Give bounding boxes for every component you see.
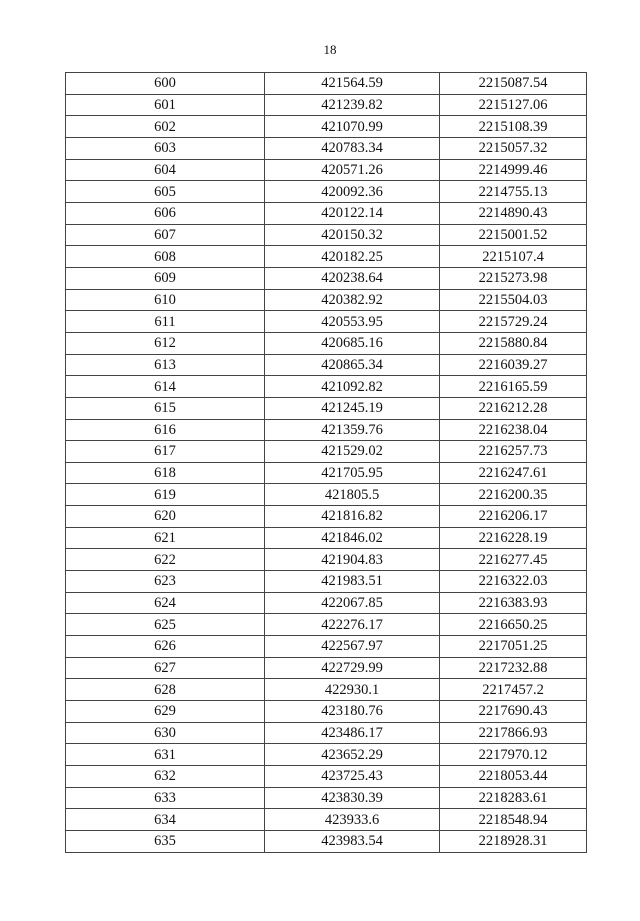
x-coordinate-cell: 421705.95 [265,462,440,484]
x-coordinate-cell: 423725.43 [265,766,440,788]
table-row [66,181,587,203]
x-coordinate-cell: 423652.29 [265,744,440,766]
point-id-cell: 622 [66,549,265,571]
y-coordinate-cell: 2217866.93 [440,722,587,744]
x-coordinate-cell: 423180.76 [265,701,440,723]
y-coordinate-cell: 2216650.25 [440,614,587,636]
point-id-cell: 613 [66,354,265,376]
y-coordinate-cell: 2214755.13 [440,181,587,203]
table-row [66,94,587,116]
x-coordinate-cell: 420553.95 [265,311,440,333]
x-coordinate-cell: 420092.36 [265,181,440,203]
table-row [66,549,587,571]
y-coordinate-cell: 2215107.4 [440,246,587,268]
table-row [66,614,587,636]
table-row [66,722,587,744]
x-coordinate-cell: 421564.59 [265,73,440,95]
y-coordinate-cell: 2216212.28 [440,397,587,419]
x-coordinate-cell: 422276.17 [265,614,440,636]
table-row [66,657,587,679]
point-id-cell: 627 [66,657,265,679]
y-coordinate-cell: 2216206.17 [440,506,587,528]
table-row [66,592,587,614]
table-row [66,137,587,159]
x-coordinate-cell: 421904.83 [265,549,440,571]
table-row [66,527,587,549]
point-id-cell: 632 [66,766,265,788]
point-id-cell: 604 [66,159,265,181]
table-row [66,116,587,138]
x-coordinate-cell: 421070.99 [265,116,440,138]
x-coordinate-cell: 421239.82 [265,94,440,116]
point-id-cell: 603 [66,137,265,159]
y-coordinate-cell: 2216039.27 [440,354,587,376]
y-coordinate-cell: 2215057.32 [440,137,587,159]
x-coordinate-cell: 423486.17 [265,722,440,744]
x-coordinate-cell: 421359.76 [265,419,440,441]
point-id-cell: 625 [66,614,265,636]
table-row [66,289,587,311]
table-row [66,419,587,441]
table-row [66,376,587,398]
table-row [66,506,587,528]
y-coordinate-cell: 2218548.94 [440,809,587,831]
point-id-cell: 624 [66,592,265,614]
table-row [66,397,587,419]
table-row [66,159,587,181]
table-row [66,462,587,484]
point-id-cell: 633 [66,787,265,809]
y-coordinate-cell: 2216228.19 [440,527,587,549]
y-coordinate-cell: 2215127.06 [440,94,587,116]
point-id-cell: 623 [66,571,265,593]
y-coordinate-cell: 2217051.25 [440,636,587,658]
point-id-cell: 635 [66,830,265,852]
table-row [66,830,587,852]
table-row [66,809,587,831]
y-coordinate-cell: 2215273.98 [440,267,587,289]
y-coordinate-cell: 2216165.59 [440,376,587,398]
y-coordinate-cell: 2216257.73 [440,441,587,463]
x-coordinate-cell: 421245.19 [265,397,440,419]
x-coordinate-cell: 420238.64 [265,267,440,289]
y-coordinate-cell: 2216238.04 [440,419,587,441]
table-row [66,73,587,95]
x-coordinate-cell: 420865.34 [265,354,440,376]
point-id-cell: 600 [66,73,265,95]
point-id-cell: 612 [66,332,265,354]
table-row [66,311,587,333]
y-coordinate-cell: 2214999.46 [440,159,587,181]
point-id-cell: 601 [66,94,265,116]
table-row [66,701,587,723]
y-coordinate-cell: 2218283.61 [440,787,587,809]
y-coordinate-cell: 2216200.35 [440,484,587,506]
x-coordinate-cell: 423933.6 [265,809,440,831]
y-coordinate-cell: 2217457.2 [440,679,587,701]
point-id-cell: 617 [66,441,265,463]
point-id-cell: 610 [66,289,265,311]
x-coordinate-cell: 420571.26 [265,159,440,181]
y-coordinate-cell: 2217690.43 [440,701,587,723]
coordinate-table [65,72,587,853]
point-id-cell: 616 [66,419,265,441]
y-coordinate-cell: 2215880.84 [440,332,587,354]
x-coordinate-cell: 420182.25 [265,246,440,268]
x-coordinate-cell: 422567.97 [265,636,440,658]
point-id-cell: 609 [66,267,265,289]
table-row [66,354,587,376]
point-id-cell: 618 [66,462,265,484]
point-id-cell: 626 [66,636,265,658]
x-coordinate-cell: 421092.82 [265,376,440,398]
table-row [66,267,587,289]
point-id-cell: 602 [66,116,265,138]
table-row [66,636,587,658]
y-coordinate-cell: 2216322.03 [440,571,587,593]
y-coordinate-cell: 2216277.45 [440,549,587,571]
x-coordinate-cell: 423983.54 [265,830,440,852]
x-coordinate-cell: 422930.1 [265,679,440,701]
x-coordinate-cell: 421805.5 [265,484,440,506]
page-number: 18 [323,42,337,57]
table-row [66,679,587,701]
point-id-cell: 605 [66,181,265,203]
x-coordinate-cell: 420150.32 [265,224,440,246]
point-id-cell: 611 [66,311,265,333]
point-id-cell: 608 [66,246,265,268]
y-coordinate-cell: 2218928.31 [440,830,587,852]
table-row [66,484,587,506]
y-coordinate-cell: 2216383.93 [440,592,587,614]
table-row [66,202,587,224]
table-row [66,332,587,354]
x-coordinate-cell: 422067.85 [265,592,440,614]
point-id-cell: 619 [66,484,265,506]
x-coordinate-cell: 423830.39 [265,787,440,809]
y-coordinate-cell: 2215729.24 [440,311,587,333]
table-row [66,787,587,809]
point-id-cell: 614 [66,376,265,398]
point-id-cell: 607 [66,224,265,246]
point-id-cell: 631 [66,744,265,766]
y-coordinate-cell: 2215001.52 [440,224,587,246]
y-coordinate-cell: 2217970.12 [440,744,587,766]
y-coordinate-cell: 2215504.03 [440,289,587,311]
point-id-cell: 615 [66,397,265,419]
y-coordinate-cell: 2218053.44 [440,766,587,788]
x-coordinate-cell: 421983.51 [265,571,440,593]
x-coordinate-cell: 420382.92 [265,289,440,311]
point-id-cell: 634 [66,809,265,831]
point-id-cell: 621 [66,527,265,549]
table-row [66,571,587,593]
y-coordinate-cell: 2215108.39 [440,116,587,138]
x-coordinate-cell: 422729.99 [265,657,440,679]
y-coordinate-cell: 2216247.61 [440,462,587,484]
point-id-cell: 628 [66,679,265,701]
x-coordinate-cell: 420122.14 [265,202,440,224]
x-coordinate-cell: 421846.02 [265,527,440,549]
point-id-cell: 629 [66,701,265,723]
table-row [66,744,587,766]
table-row [66,224,587,246]
x-coordinate-cell: 421816.82 [265,506,440,528]
y-coordinate-cell: 2217232.88 [440,657,587,679]
y-coordinate-cell: 2215087.54 [440,73,587,95]
x-coordinate-cell: 421529.02 [265,441,440,463]
table-row [66,246,587,268]
point-id-cell: 630 [66,722,265,744]
y-coordinate-cell: 2214890.43 [440,202,587,224]
point-id-cell: 620 [66,506,265,528]
x-coordinate-cell: 420783.34 [265,137,440,159]
point-id-cell: 606 [66,202,265,224]
table-row [66,766,587,788]
table-row [66,441,587,463]
x-coordinate-cell: 420685.16 [265,332,440,354]
